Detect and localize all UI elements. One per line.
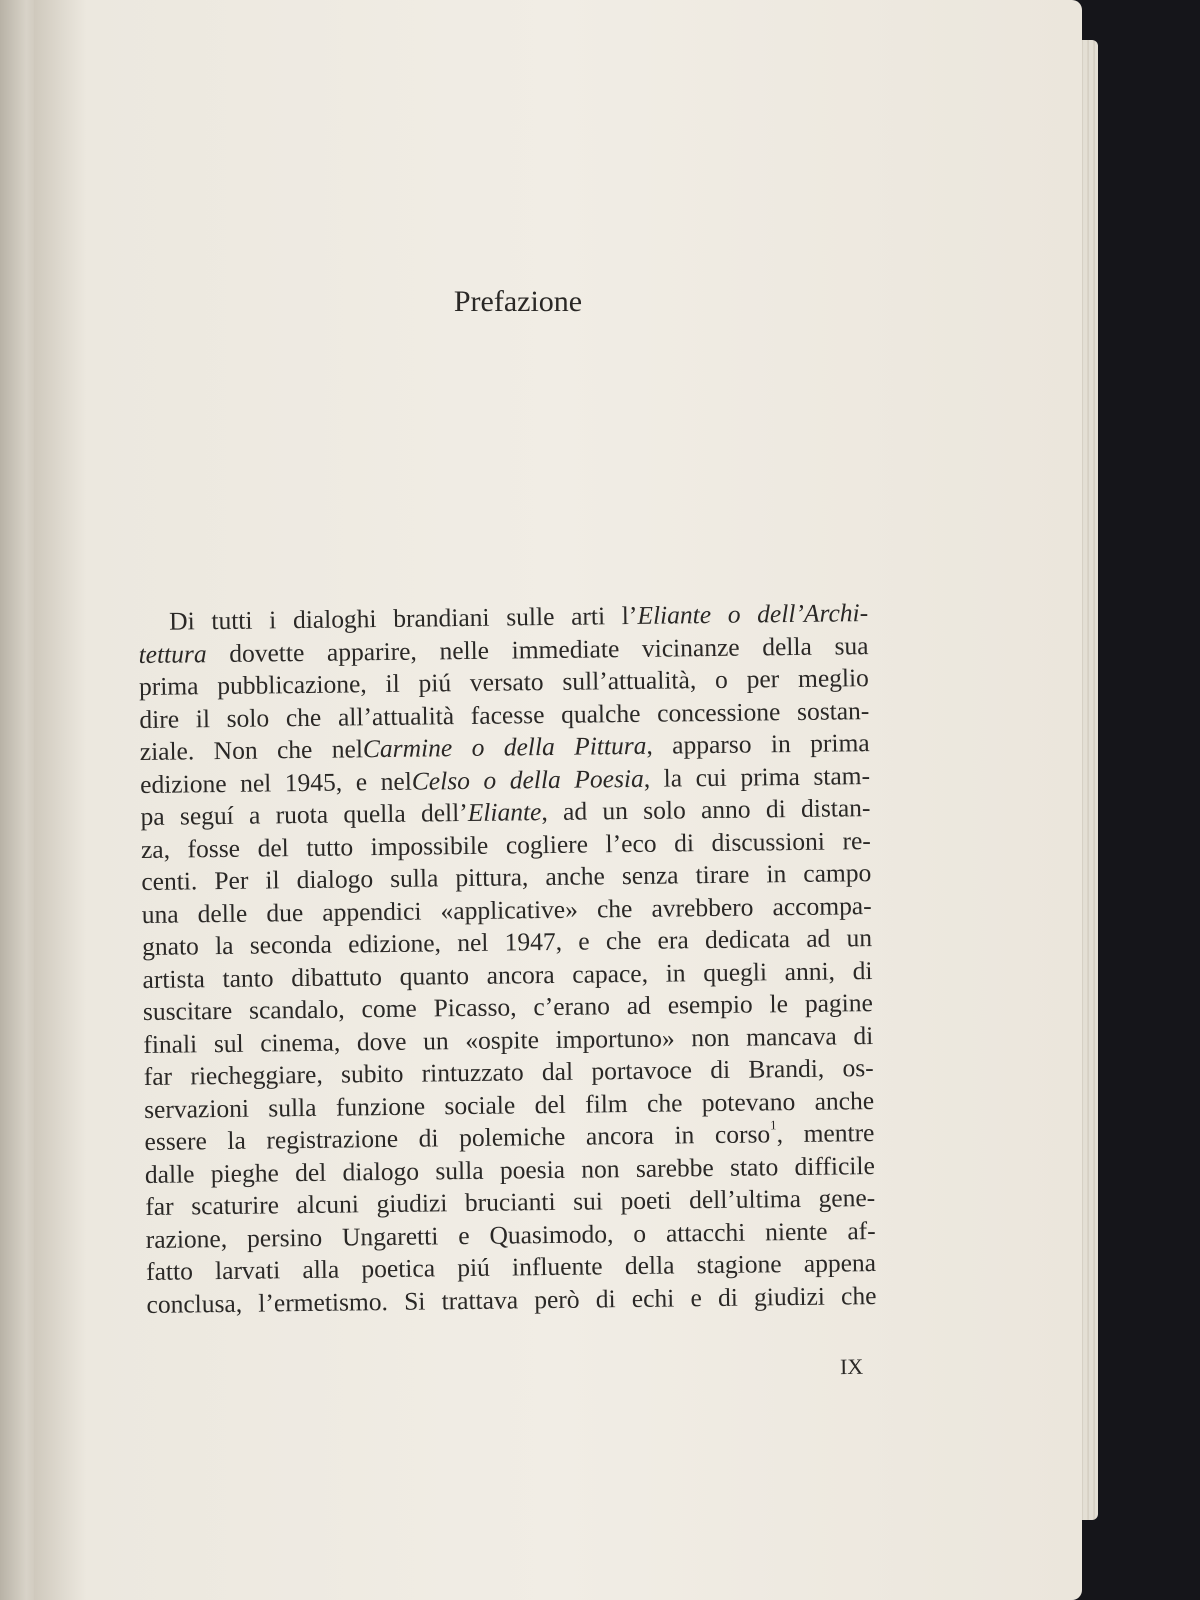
word: influente [511, 1251, 603, 1282]
word: in [665, 957, 686, 988]
word: meglio [797, 663, 870, 693]
word: os- [842, 1053, 874, 1083]
word: l’Eliante [621, 600, 712, 631]
word: quella [343, 798, 406, 829]
word: di [710, 1054, 731, 1085]
word: rintuzzato [421, 1057, 524, 1088]
word: dell’ultima [688, 1183, 802, 1215]
word: anno [700, 794, 751, 825]
word: a [248, 800, 261, 830]
word: pa [140, 801, 165, 831]
word: nelCelso [380, 765, 471, 796]
word: o [471, 732, 485, 762]
word: sull’attualità, [562, 665, 697, 696]
word: del [534, 1089, 566, 1119]
word: che [596, 893, 633, 923]
word: portavoce [591, 1055, 693, 1086]
word: Brandi, [748, 1053, 825, 1084]
word: campo [803, 858, 872, 888]
word: di [418, 1123, 439, 1153]
word: Si [403, 1286, 426, 1316]
word: in [674, 1120, 695, 1150]
word: un [602, 796, 629, 826]
word: scaturire [191, 1190, 280, 1221]
word: Per [214, 865, 249, 896]
word: Quasimodo, [489, 1218, 614, 1250]
word: quanto [399, 960, 470, 991]
word: ancora [585, 1120, 655, 1151]
word: 1945, [284, 767, 343, 797]
word: mancava [745, 1020, 837, 1052]
word: dovette [229, 637, 305, 668]
word: ancora [486, 959, 555, 990]
word: della [624, 1250, 675, 1281]
word: sarebbe [635, 1152, 714, 1183]
word: e [578, 926, 590, 956]
word: stam- [813, 760, 871, 791]
word: dal [541, 1056, 574, 1087]
word: discussioni [711, 826, 826, 857]
word: tutto [306, 831, 354, 862]
word: alla [302, 1254, 340, 1285]
word: cogliere [505, 829, 589, 860]
word: dibattuto [291, 961, 383, 992]
word: polemiche [458, 1121, 566, 1153]
word: c’erano [533, 991, 611, 1022]
word: non [691, 1022, 730, 1052]
word: corso$^1$, [714, 1117, 784, 1149]
word: un [846, 923, 873, 953]
word: era [657, 925, 689, 955]
word: nel [239, 767, 272, 798]
word: razione, [145, 1223, 228, 1254]
word: senza [621, 860, 679, 891]
word: persino [246, 1222, 323, 1253]
word: sociale [444, 1089, 516, 1120]
word: i [269, 605, 277, 635]
word: poetica [361, 1253, 436, 1284]
word: l’ermetismo. [258, 1286, 389, 1318]
word: registrazione [266, 1123, 399, 1155]
word: immediate [511, 633, 620, 664]
word: la [663, 762, 683, 793]
word: edizione, [348, 928, 442, 959]
word: che [646, 1087, 683, 1118]
word: gnato [141, 931, 199, 961]
word: all’attualità [337, 700, 455, 732]
word: sui [572, 1186, 604, 1216]
word: dialoghi [292, 604, 377, 635]
word: seguí [179, 800, 234, 831]
word: dialogo [342, 1156, 420, 1187]
word: fatto [145, 1256, 194, 1286]
word: di [673, 827, 695, 857]
word: «ospite [465, 1024, 540, 1055]
word: dalle [144, 1158, 195, 1189]
word: pieghe [210, 1157, 279, 1188]
body-paragraph [138, 597, 877, 1321]
word: sua [834, 630, 869, 660]
word: esempio [667, 989, 753, 1020]
page-title: Prefazione [453, 285, 583, 318]
word: appena [803, 1248, 877, 1278]
word: essere [144, 1126, 208, 1156]
word: anni, [784, 956, 836, 986]
word: conclusa, [146, 1288, 243, 1319]
word: di [717, 1282, 739, 1312]
word: ad [562, 796, 588, 826]
word: come [361, 993, 417, 1024]
word: prima [809, 728, 870, 758]
word: di [595, 1283, 616, 1313]
word: sulle [506, 601, 555, 632]
word: quegli [703, 956, 768, 987]
word: le [769, 989, 789, 1019]
word: niente [764, 1216, 828, 1246]
word: mentre [803, 1118, 875, 1148]
word: dialogo [296, 864, 374, 895]
word: Di [169, 606, 195, 636]
word: Pittura, [573, 730, 653, 761]
word: centi. [141, 866, 198, 896]
word: larvati [214, 1255, 281, 1286]
word: della [509, 764, 561, 794]
word: o [483, 765, 497, 795]
word: edizione [139, 768, 227, 799]
word: che [285, 702, 322, 732]
word: Picasso, [433, 992, 517, 1023]
word: avrebbero [651, 892, 754, 923]
word: sul [213, 1028, 244, 1058]
word: nelCarmine [331, 733, 453, 764]
word: piú [418, 668, 452, 698]
word: pittura, [455, 862, 529, 893]
word: capace, [572, 958, 649, 989]
word: alcuni [296, 1189, 360, 1220]
word: un [422, 1025, 449, 1056]
word: apparso [672, 729, 752, 760]
word: finali [143, 1028, 198, 1059]
word: gene- [818, 1183, 876, 1213]
word: poesia [499, 1154, 566, 1185]
word: funzione [335, 1091, 426, 1122]
word: sulla [389, 863, 439, 893]
word: seconda [249, 929, 333, 960]
word: del [257, 832, 289, 863]
word: re- [842, 825, 871, 855]
word: in [766, 859, 787, 889]
word: dove [356, 1026, 407, 1056]
word: non [581, 1153, 620, 1184]
word: tettura [138, 638, 207, 669]
word: scandalo, [248, 994, 345, 1025]
word: due [266, 897, 304, 927]
word: servazioni [143, 1093, 250, 1124]
word: o [633, 1218, 647, 1248]
word: per [746, 664, 780, 694]
word: ruota [275, 799, 329, 830]
word: il [265, 865, 280, 895]
word: stato [729, 1151, 779, 1182]
word: arti [570, 601, 606, 631]
word: piú [457, 1252, 491, 1283]
word: sulla [268, 1092, 317, 1122]
word: tanto [222, 962, 274, 993]
word: «applicative» [440, 894, 579, 925]
word: fosse [187, 833, 241, 863]
word: pubblicazione, [217, 669, 367, 701]
word: concessione [656, 696, 781, 728]
word: che [840, 1280, 877, 1310]
word: za, [140, 834, 171, 864]
word: dire [139, 704, 180, 734]
word: la [227, 1125, 247, 1155]
word: accompa- [772, 890, 872, 921]
word: della [762, 631, 812, 661]
word: e [690, 1282, 702, 1312]
word: dedicata [704, 924, 791, 955]
word: e [355, 766, 368, 796]
word: dell’Eliante, [420, 797, 548, 828]
word: versato [469, 667, 544, 697]
word: vicinanze [641, 632, 740, 663]
book-page [34, 0, 1082, 1600]
page-number: IX [839, 1353, 864, 1380]
word: Non [213, 735, 258, 766]
word: far [143, 1061, 173, 1091]
word: o [714, 664, 728, 694]
word: nelle [439, 635, 490, 665]
word: suscitare [142, 995, 233, 1026]
word: ad [806, 923, 831, 953]
word: impossibile [370, 830, 489, 861]
word: artista [142, 963, 206, 994]
word: potevano [701, 1086, 796, 1117]
word: prima [740, 761, 800, 792]
word: far [145, 1191, 174, 1221]
word: riecheggiare, [190, 1059, 323, 1091]
word: del [294, 1157, 327, 1187]
word: distan- [800, 793, 871, 823]
word: anche [545, 861, 605, 892]
word: prima [138, 671, 199, 701]
word: delle [197, 898, 248, 928]
word: nel [457, 927, 489, 958]
word: Poesia, [574, 763, 651, 794]
word: subito [340, 1058, 404, 1089]
word: cinema, [260, 1027, 341, 1058]
word: dell’Archi- [757, 598, 869, 629]
word: solo [226, 702, 270, 733]
word: brandiani [393, 602, 490, 633]
word: giudizi [753, 1281, 826, 1312]
word: o [727, 599, 741, 629]
word: della [503, 731, 555, 762]
word: la [214, 930, 234, 961]
word: pagine [804, 988, 874, 1018]
word: di [765, 794, 786, 824]
word: appendici [322, 896, 422, 927]
word: attacchi [665, 1217, 746, 1248]
word: cui [695, 762, 727, 792]
word: che [276, 734, 313, 765]
word: che [605, 925, 642, 956]
word: sostan- [796, 695, 870, 726]
word: e [458, 1220, 470, 1250]
word: tutti [211, 605, 253, 636]
word: importuno» [555, 1022, 675, 1054]
word: l’eco [605, 828, 657, 858]
word: sulla [435, 1155, 484, 1185]
word: poeti [620, 1185, 672, 1216]
word: una [141, 899, 179, 929]
word: af- [847, 1215, 876, 1245]
word: di [853, 1020, 874, 1050]
word: echi [631, 1283, 675, 1313]
word: trattava [441, 1284, 519, 1315]
word: in [770, 729, 791, 759]
word: facesse [470, 699, 545, 730]
word: di [852, 955, 873, 985]
word: apparire, [326, 636, 417, 667]
word: tirare [695, 859, 750, 890]
word: però [534, 1284, 580, 1314]
word: il [385, 668, 400, 698]
word: ziale. [139, 736, 195, 766]
word: qualche [560, 698, 641, 729]
word: difficile [794, 1150, 875, 1181]
word: 1947, [504, 926, 563, 957]
word: anche [814, 1085, 875, 1116]
word: ad [626, 990, 651, 1021]
word: il [195, 703, 211, 733]
word: brucianti [464, 1186, 556, 1218]
word: giudizi [376, 1188, 448, 1219]
word: Ungaretti [341, 1220, 439, 1252]
word: film [584, 1088, 628, 1119]
word: solo [643, 795, 686, 825]
word: stagione [696, 1249, 782, 1280]
